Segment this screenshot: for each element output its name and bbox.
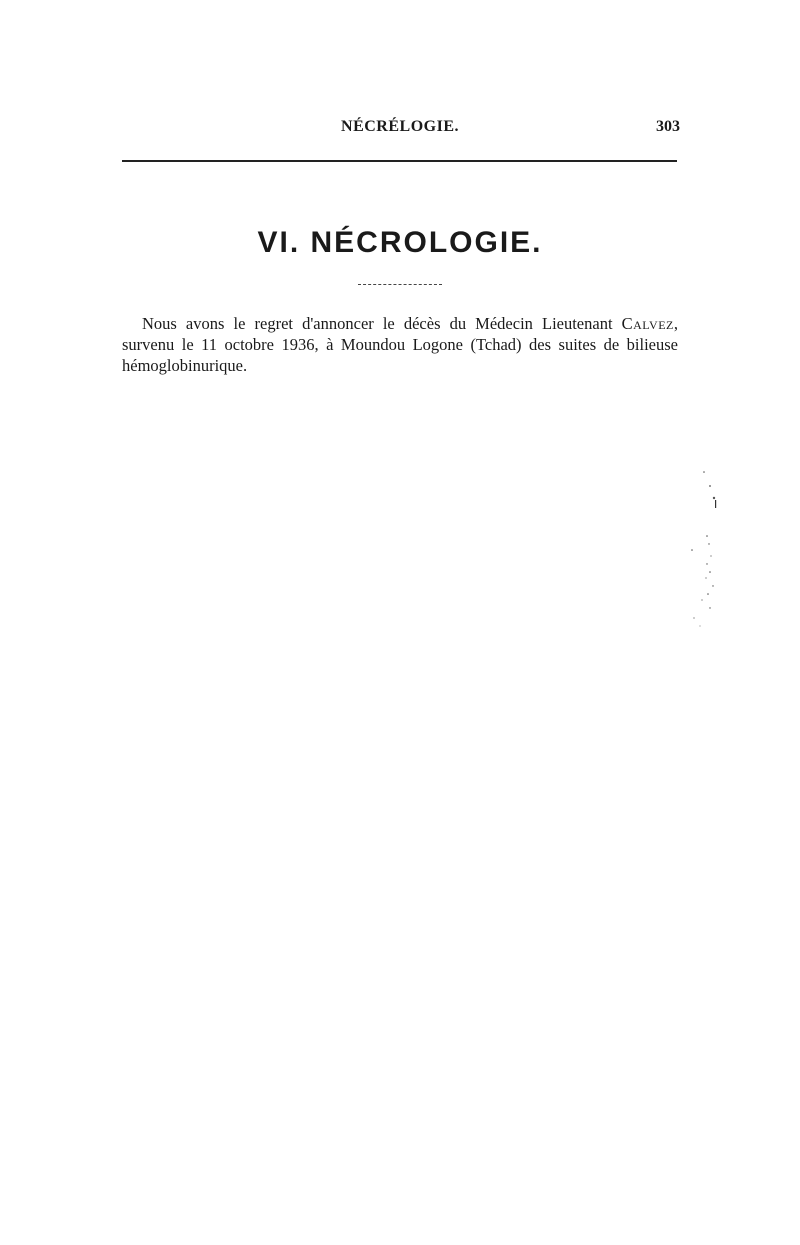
page-number: 303 <box>656 118 680 135</box>
margin-specks <box>680 460 740 640</box>
running-header <box>120 118 680 142</box>
deceased-name: Calvez <box>621 314 674 333</box>
ornament-divider <box>358 284 442 285</box>
paragraph-text-start: Nous avons le regret d'annoncer le décès du Médecin Lieutenant <box>142 314 622 333</box>
header-rule <box>122 160 677 162</box>
paragraph-text-end: , survenu le 11 octobre 1936, à Moundou Logone (Tchad) des suites de bilieuse hémoglobinurique. <box>122 314 678 375</box>
running-title: NÉCRÉLOGIE. <box>341 118 459 135</box>
body-paragraph <box>122 313 678 376</box>
section-title: VI. NÉCROLOGIE. <box>257 226 543 259</box>
